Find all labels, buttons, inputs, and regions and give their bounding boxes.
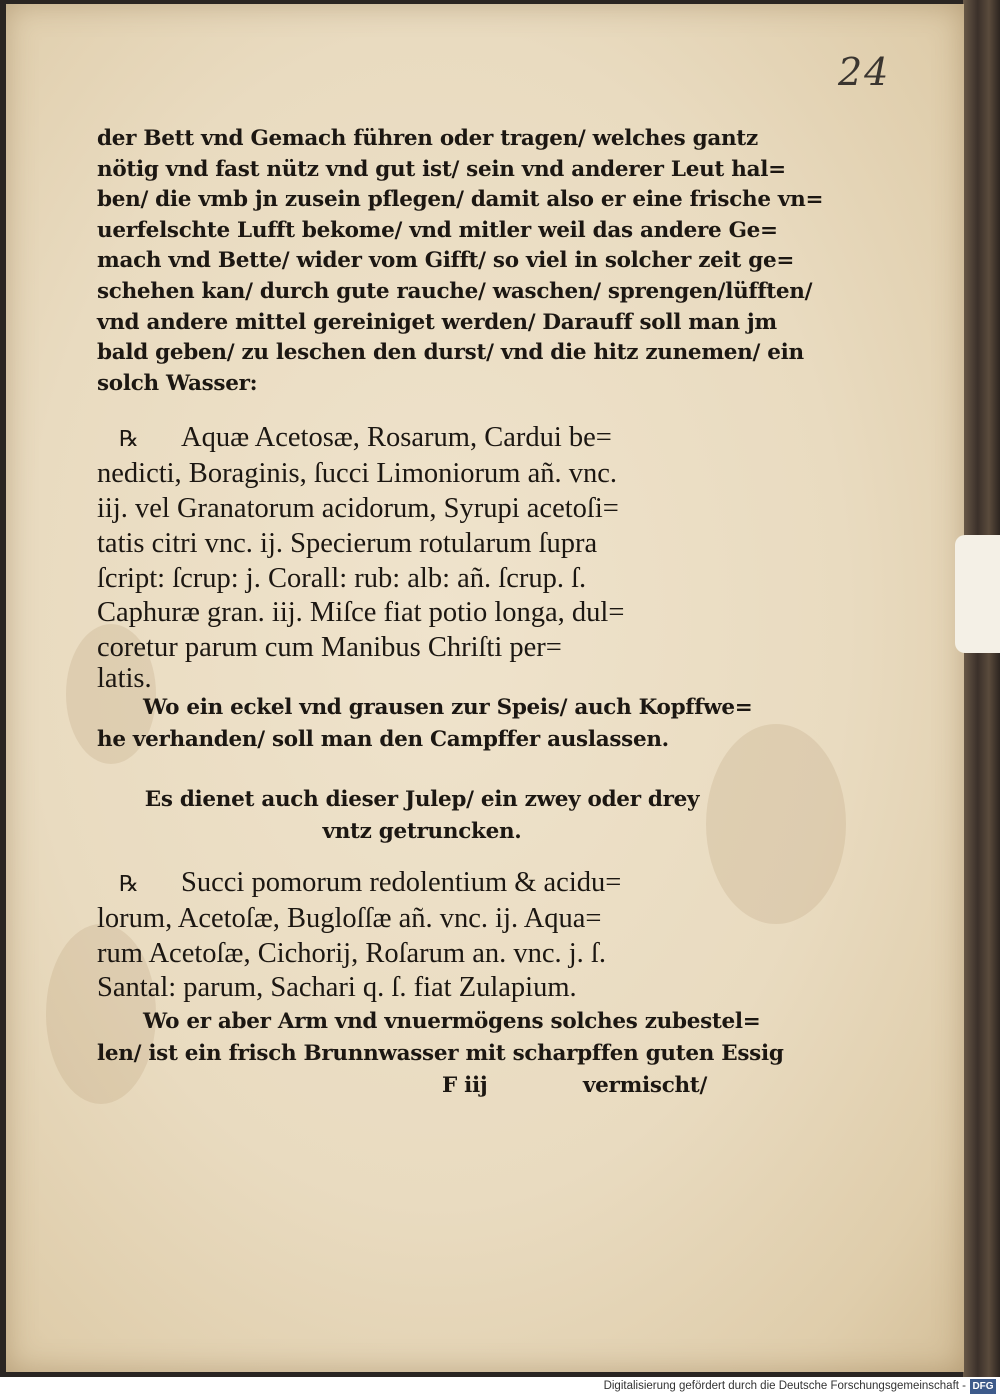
text-line: bald geben/ zu leschen den durst/ vnd die hitz zunemen/ ein [97, 340, 804, 366]
text-line: Succi pomorum redolentium & acidu= [181, 866, 622, 898]
folio-number: 24 [838, 50, 891, 94]
text-line: uerfelschte Lufft bekome/ vnd mitler weil das andere Ge= [97, 217, 778, 243]
book-edge [963, 0, 1000, 1377]
footer-bar [0, 1377, 1000, 1397]
text-line: Wo ein eckel vnd grausen zur Speis/ auch Kopffwe= [143, 694, 753, 720]
text-line: nötig vnd fast nütz vnd gut ist/ sein vnd anderer Leut hal= [97, 156, 786, 182]
text-line: vntz getruncken. [322, 818, 522, 844]
text-line: der Bett vnd Gemach führen oder tragen/ welches gantz [97, 126, 758, 151]
text-line: rum Acetoſæ, Cichorij, Roſarum an. vnc. j. ſ. [97, 937, 606, 969]
clasp-shadow [955, 535, 1000, 653]
text-line: iij. vel Granatorum acidorum, Syrupi acetoſi= [97, 492, 619, 524]
text-line: Aquæ Acetosæ, Rosarum, Cardui be= [181, 422, 612, 454]
text-line: nedicti, Boraginis, ſucci Limoniorum añ. vnc. [97, 458, 618, 490]
note-2 [97, 1006, 784, 1102]
text-line: tatis citri vnc. ij. Specierum rotularum ſupra [97, 527, 598, 559]
text-line: ben/ die vmb jn zusein pflegen/ damit also er eine frische vn= [97, 187, 824, 213]
text-line: latis. [97, 662, 152, 694]
paragraph-1 [97, 124, 824, 399]
section-heading [97, 784, 747, 848]
recipe-2 [97, 866, 747, 1006]
text-line: vnd andere mittel gereiniget werden/ Darauff soll man jm [97, 309, 777, 335]
text-line: ſcript: ſcrup: j. Corall: rub: alb: añ. ſcrup. ſ. [97, 562, 587, 594]
recipe-sign: ℞ [119, 870, 139, 896]
text-line: mach vnd Bette/ wider vom Gifft/ so viel in solcher zeit ge= [97, 248, 795, 274]
recipe-sign: ℞ [119, 426, 139, 452]
text-line: he verhanden/ soll man den Campffer auslassen. [97, 726, 669, 752]
signature-mark: F iij [442, 1073, 488, 1099]
text-line: Caphuræ gran. iij. Miſce fiat potio longa, dul= [97, 597, 625, 629]
text-line: lorum, Acetoſæ, Bugloſſæ añ. vnc. ij. Aqua= [97, 902, 602, 934]
note-1 [97, 692, 753, 756]
page-text [97, 124, 824, 1102]
text-line: Wo er aber Arm vnd vnuermögens solches zubestel= [143, 1009, 761, 1035]
recipe-1 [97, 421, 747, 692]
text-line: schehen kan/ durch gute rauche/ waschen/ sprengen/lüfften/ [97, 278, 813, 304]
text-line: solch Wasser: [97, 370, 258, 396]
dfg-logo-icon: DFG [970, 1379, 996, 1394]
catchword: vermischt/ [582, 1073, 707, 1099]
text-line: coretur parum cum Manibus Chriſti per= [97, 632, 562, 664]
text-line: Es dienet auch dieser Julep/ ein zwey oder drey [144, 786, 700, 812]
funding-credit: Digitalisierung gefördert durch die Deutsche Forschungsgemeinschaft - [603, 1380, 966, 1392]
text-line: len/ ist ein frisch Brunnwasser mit scharpffen guten Essig [97, 1041, 784, 1067]
text-line: Santal: parum, Sachari q. ſ. fiat Zulapium. [97, 972, 577, 1004]
